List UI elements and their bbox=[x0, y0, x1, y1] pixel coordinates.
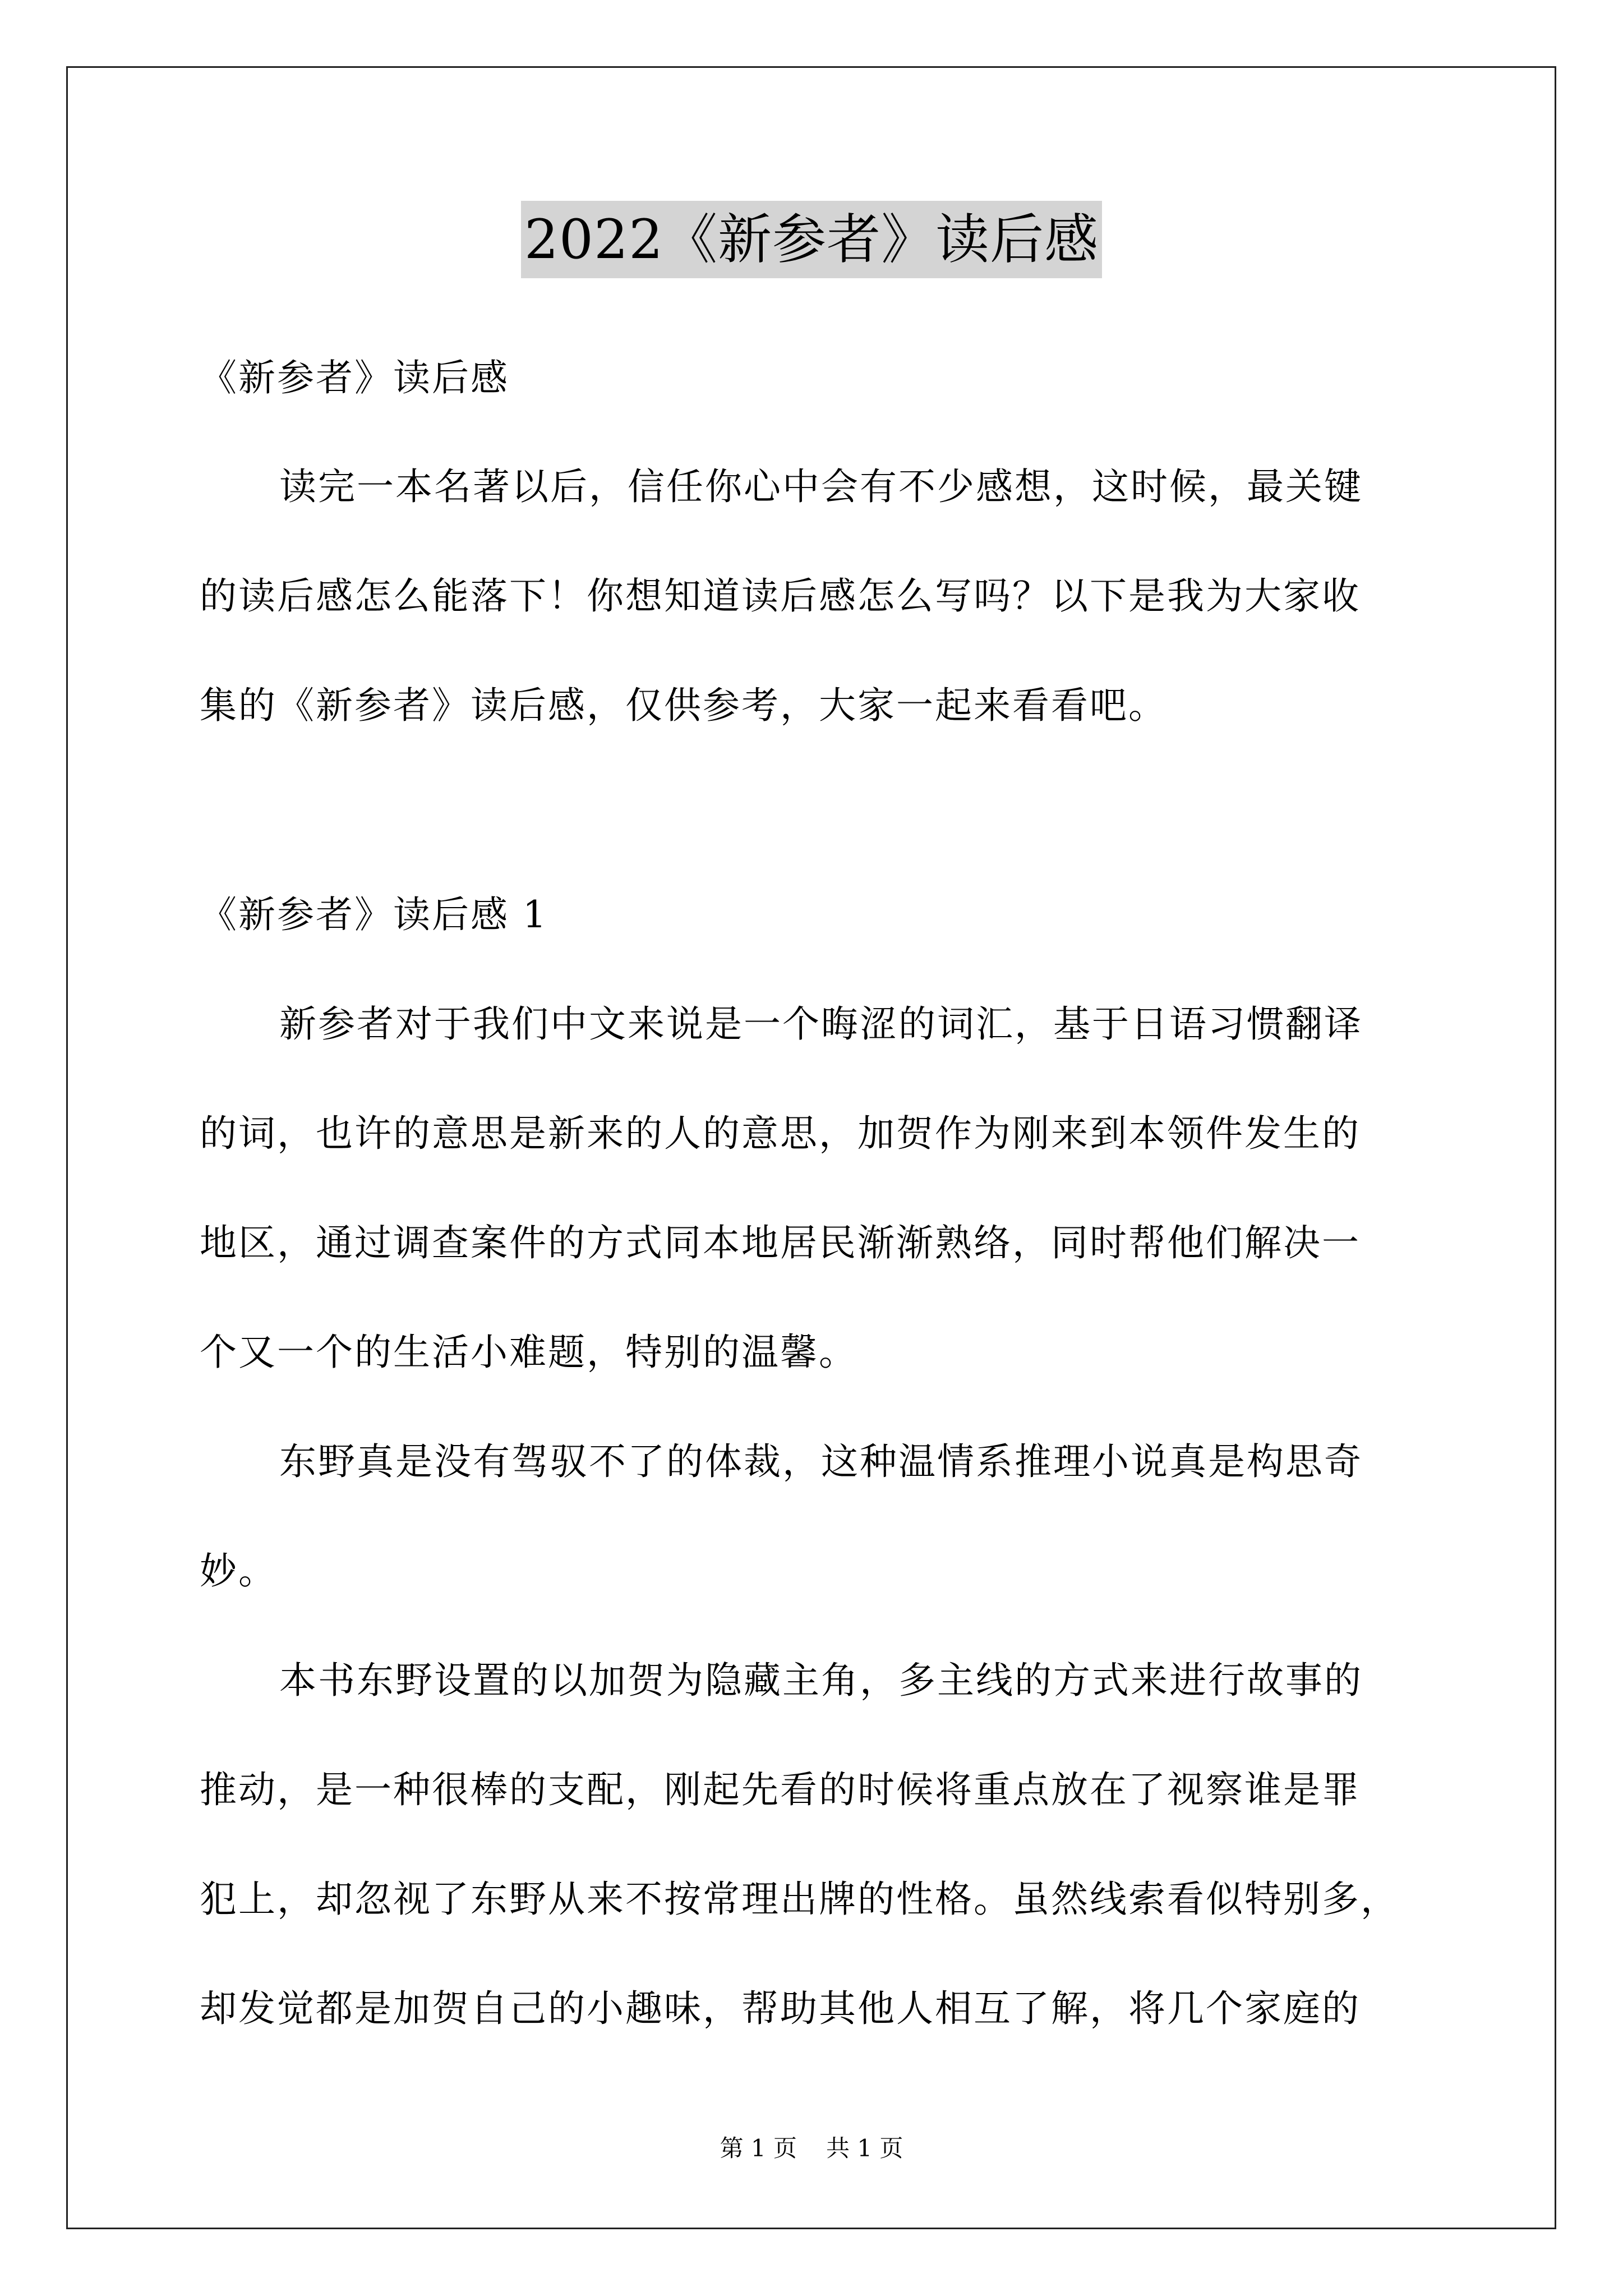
document-title: 2022《新参者》读后感 bbox=[521, 201, 1102, 278]
paragraph-line: 新参者对于我们中文来说是一个晦涩的词汇，基于日语习惯翻译 bbox=[279, 1002, 1363, 1046]
page-number-current: 第 1 页 bbox=[720, 2134, 797, 2162]
paragraph-line: 本书东野设置的以加贺为隐藏主角，多主线的方式来进行故事的 bbox=[279, 1659, 1363, 1702]
paragraph-line: 犯上，却忽视了东野从来不按常理出牌的性格。虽然线索看似特别多， bbox=[200, 1878, 1399, 1921]
page-footer bbox=[0, 2134, 1623, 2162]
paragraph-line: 集的《新参者》读后感，仅供参考，大家一起来看看吧。 bbox=[200, 684, 1167, 727]
paragraph-line: 却发觉都是加贺自己的小趣味，帮助其他人相互了解，将几个家庭的 bbox=[200, 1987, 1361, 2030]
title-container bbox=[0, 201, 1623, 278]
paragraph-line: 的词，也许的意思是新来的人的意思，加贺作为刚来到本领件发生的 bbox=[200, 1112, 1361, 1155]
section-heading: 《新参者》读后感 bbox=[200, 356, 509, 399]
section-heading: 《新参者》读后感 1 bbox=[200, 893, 548, 936]
paragraph-line: 推动，是一种很棒的支配，刚起先看的时候将重点放在了视察谁是罪 bbox=[200, 1768, 1361, 1811]
paragraph-line: 东野真是没有驾驭不了的体裁，这种温情系推理小说真是构思奇 bbox=[279, 1440, 1363, 1483]
paragraph-line: 妙。 bbox=[200, 1549, 277, 1593]
paragraph-line: 地区，通过调查案件的方式同本地居民渐渐熟络，同时帮他们解决一 bbox=[200, 1221, 1361, 1264]
paragraph-line: 读完一本名著以后，信任你心中会有不少感想，这时候，最关键 bbox=[279, 465, 1363, 508]
paragraph-line: 的读后感怎么能落下！你想知道读后感怎么写吗？以下是我为大家收 bbox=[200, 574, 1361, 618]
page-number-total: 共 1 页 bbox=[826, 2134, 903, 2162]
paragraph-line: 个又一个的生活小难题，特别的温馨。 bbox=[200, 1331, 857, 1374]
